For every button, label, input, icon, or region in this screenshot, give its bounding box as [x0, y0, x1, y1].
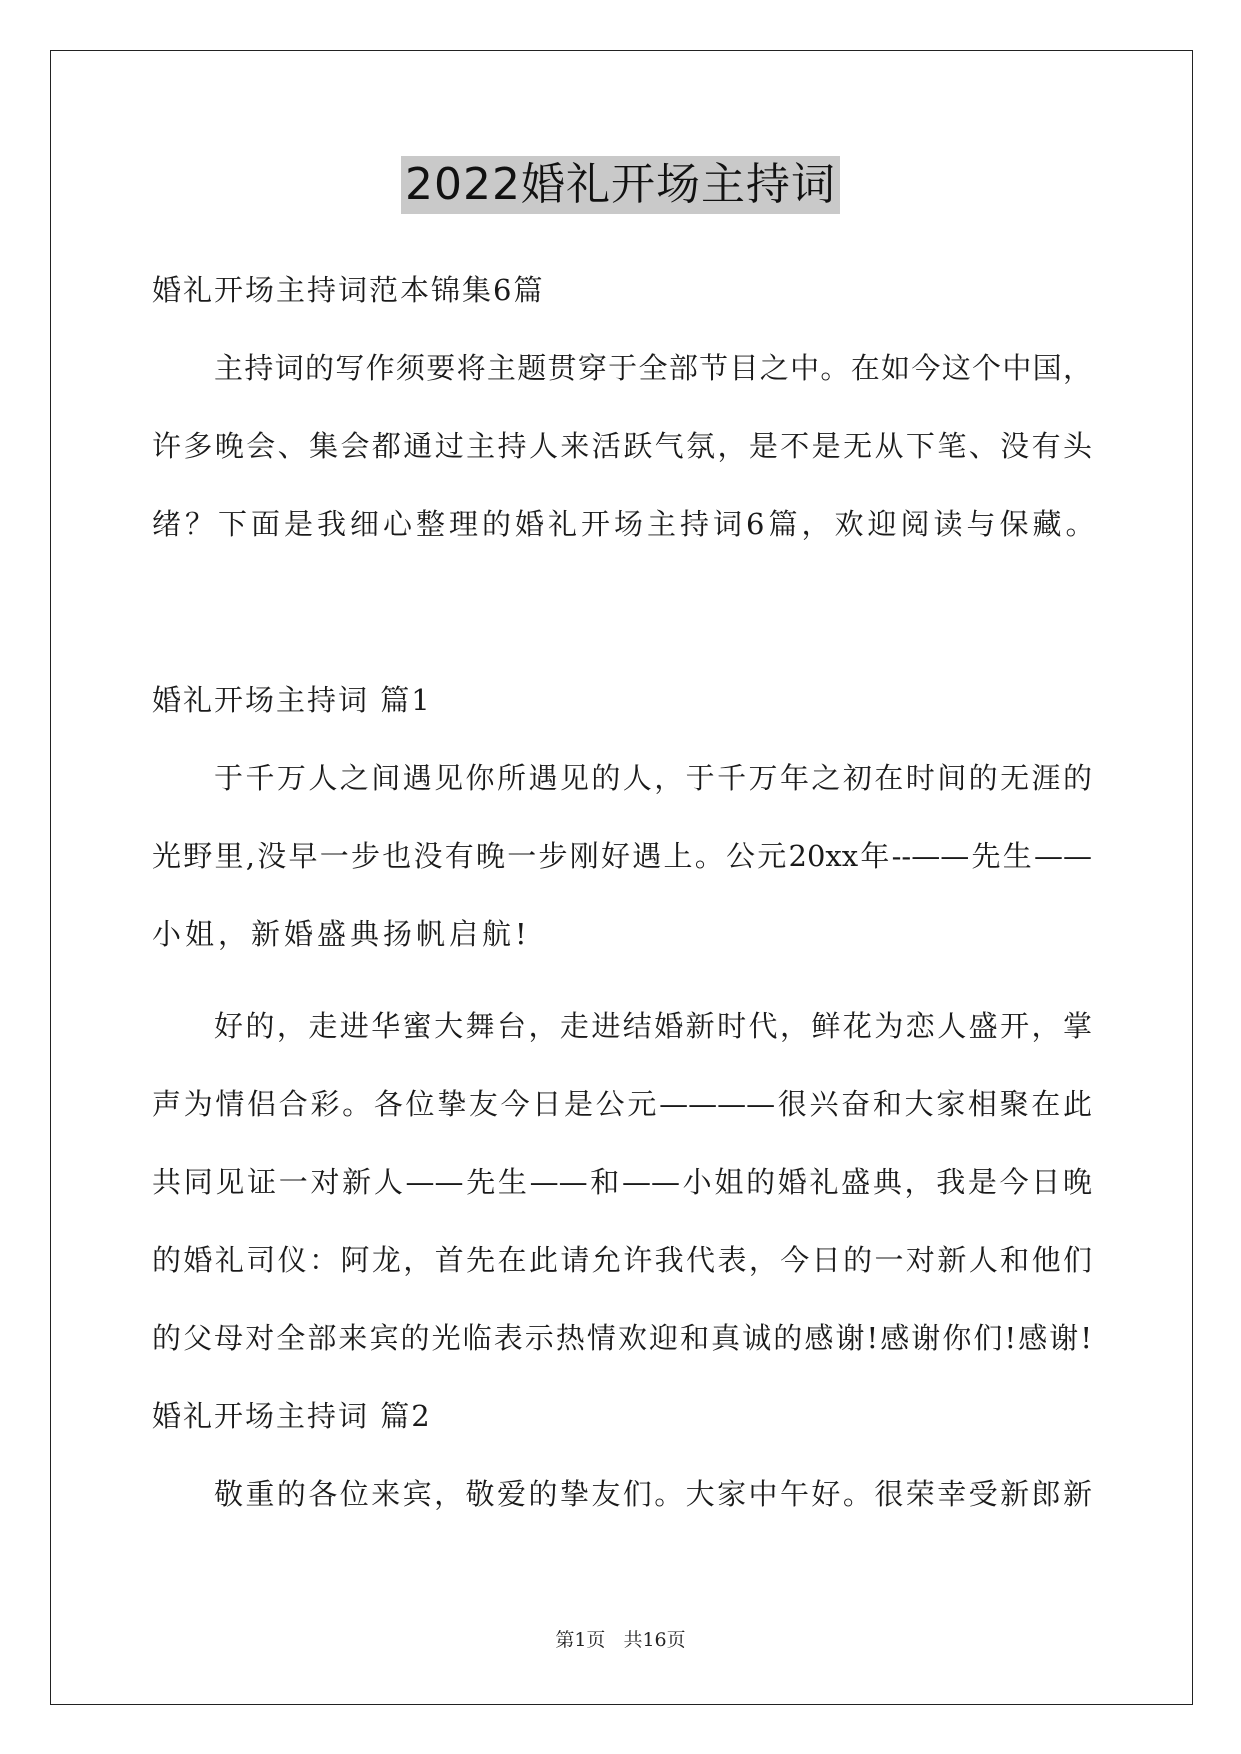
paragraph-line: 绪？下面是我细心整理的婚礼开场主持词6篇，欢迎阅读与保藏。 [152, 507, 1099, 541]
page-footer [0, 1628, 1241, 1652]
paragraph-line: 好的，走进华蜜大舞台，走进结婚新时代，鲜花为恋人盛开，掌 [214, 1009, 1092, 1043]
paragraph-line: 主持词的写作须要将主题贯穿于全部节目之中。在如今这个中国， [214, 351, 1092, 385]
page-total: 共16页 [623, 1629, 686, 1651]
paragraph-line: 小姐，新婚盛典扬帆启航! [152, 917, 531, 951]
title-container [0, 156, 1241, 214]
section-heading-2: 婚礼开场主持词 篇2 [152, 1399, 432, 1433]
paragraph-line: 的父母对全部来宾的光临表示热情欢迎和真诚的感谢!感谢你们!感谢! [152, 1321, 1092, 1355]
paragraph-line: 光野里,没早一步也没有晚一步刚好遇上。公元20xx年--——先生—— [152, 839, 1092, 873]
paragraph-line: 于千万人之间遇见你所遇见的人，于千万年之初在时间的无涯的 [214, 761, 1092, 795]
paragraph-line: 许多晚会、集会都通过主持人来活跃气氛，是不是无从下笔、没有头 [152, 429, 1092, 463]
document-title: 2022婚礼开场主持词 [401, 156, 840, 214]
paragraph-line: 声为情侣合彩。各位挚友今日是公元————很兴奋和大家相聚在此 [152, 1087, 1092, 1121]
paragraph-line: 敬重的各位来宾，敬爱的挚友们。大家中午好。很荣幸受新郎新 [214, 1477, 1092, 1511]
paragraph-line: 共同见证一对新人——先生——和——小姐的婚礼盛典，我是今日晚 [152, 1165, 1092, 1199]
paragraph-line: 的婚礼司仪：阿龙，首先在此请允许我代表，今日的一对新人和他们 [152, 1243, 1092, 1277]
page-number: 第1页 [555, 1629, 606, 1651]
subtitle-line: 婚礼开场主持词范本锦集6篇 [152, 273, 545, 307]
section-heading-1: 婚礼开场主持词 篇1 [152, 683, 432, 717]
